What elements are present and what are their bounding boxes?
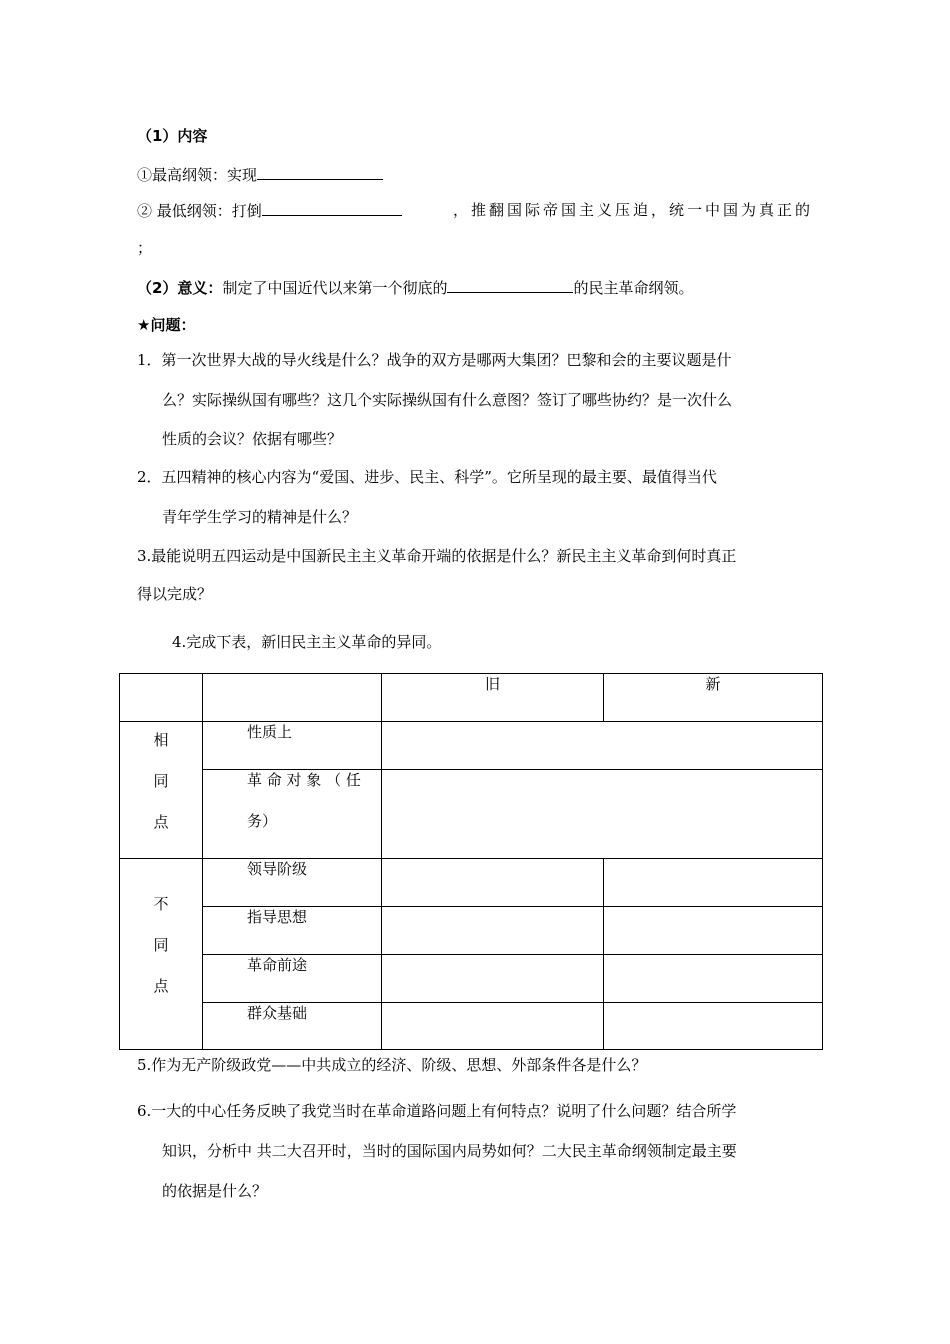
row-masses-label: 群众基础 <box>203 1003 382 1050</box>
meaning-line <box>137 277 693 298</box>
row-leader-label: 领导阶级 <box>203 859 382 907</box>
q2-number: 2． <box>137 468 162 486</box>
meaning-label: （2）意义： <box>137 279 223 297</box>
col-new-header: 新 <box>604 674 823 722</box>
q1-text: 第一次世界大战的导火线是什么？战争的双方是哪两大集团？巴黎和会的主要议题是什 <box>161 351 732 369</box>
row-nature-label: 性质上 <box>203 722 382 770</box>
row-leader-old[interactable] <box>382 859 604 907</box>
row-nature-answer[interactable] <box>382 722 823 770</box>
item-text-after: ，推翻国际帝国主义压迫，统一中国为真正的 <box>452 201 813 219</box>
item-continuation: ； <box>137 239 153 257</box>
row-masses-new[interactable] <box>604 1003 823 1050</box>
row-future-new[interactable] <box>604 955 823 1003</box>
table-corner-cell <box>120 674 203 722</box>
row-target-label: 革 命 对 象 （ 任 务） <box>203 770 382 859</box>
row-thought-new[interactable] <box>604 907 823 955</box>
row-future-old[interactable] <box>382 955 604 1003</box>
item-lowest-program <box>137 200 813 221</box>
row-thought-old[interactable] <box>382 907 604 955</box>
row-thought-label: 指导思想 <box>203 907 382 955</box>
table-header-empty <box>203 674 382 722</box>
item-text: 最高纲领：实现 <box>152 166 258 184</box>
item-marker: ① <box>137 166 153 184</box>
meaning-text-before: 制定了中国近代以来第一个彻底的 <box>222 279 448 297</box>
q1-line3: 性质的会议？依据有哪些？ <box>162 430 343 448</box>
q3-line1: 3.最能说明五四运动是中国新民主主义革命开端的依据是什么？新民主主义革命到何时真正 <box>137 547 737 565</box>
diff-group-label: 不 同 点 <box>120 859 203 1050</box>
q1-line2: 么？实际操纵国有哪些？这几个实际操纵国有什么意图？签订了哪些协约？是一次什么 <box>162 391 733 409</box>
row-masses-old[interactable] <box>382 1003 604 1050</box>
content-heading: （1）内容 <box>137 127 208 145</box>
meaning-text-after: 的民主革命纲领。 <box>573 279 694 297</box>
item-text: 最低纲领：打倒 <box>156 202 262 220</box>
q6-line3: 的依据是什么？ <box>162 1182 268 1200</box>
q2-text: 五四精神的核心内容为“爱国、进步、民主、科学”。它所呈现的最主要、最值得当代 <box>161 468 717 486</box>
row-target-answer[interactable] <box>382 770 823 859</box>
item-marker: ② <box>137 202 153 220</box>
q4: 4.完成下表，新旧民主主义革命的异同。 <box>172 633 442 651</box>
q6-line1: 6.一大的中心任务反映了我党当时在革命道路问题上有何特点？说明了什么问题？结合所学 <box>137 1102 737 1120</box>
comparison-table <box>119 673 823 1050</box>
fill-blank[interactable] <box>257 164 383 180</box>
q5: 5.作为无产阶级政党——中共成立的经济、阶级、思想、外部条件各是什么？ <box>137 1056 647 1074</box>
fill-blank[interactable] <box>262 200 402 216</box>
fill-blank[interactable] <box>447 277 573 293</box>
same-group-label: 相 同 点 <box>120 722 203 859</box>
q2-line2: 青年学生学习的精神是什么？ <box>162 508 358 526</box>
q3-line2: 得以完成？ <box>137 585 213 603</box>
item-highest-program <box>137 164 383 185</box>
row-future-label: 革命前途 <box>203 955 382 1003</box>
q6-line2: 知识，分析中 共二大召开时，当时的国际国内局势如何？二大民主革命纲领制定最主要 <box>162 1142 737 1160</box>
questions-heading: ★问题： <box>137 316 196 334</box>
q2-line1 <box>137 467 717 487</box>
q1-line1 <box>137 350 732 370</box>
col-old-header: 旧 <box>382 674 604 722</box>
q1-number: 1． <box>137 351 162 369</box>
row-leader-new[interactable] <box>604 859 823 907</box>
